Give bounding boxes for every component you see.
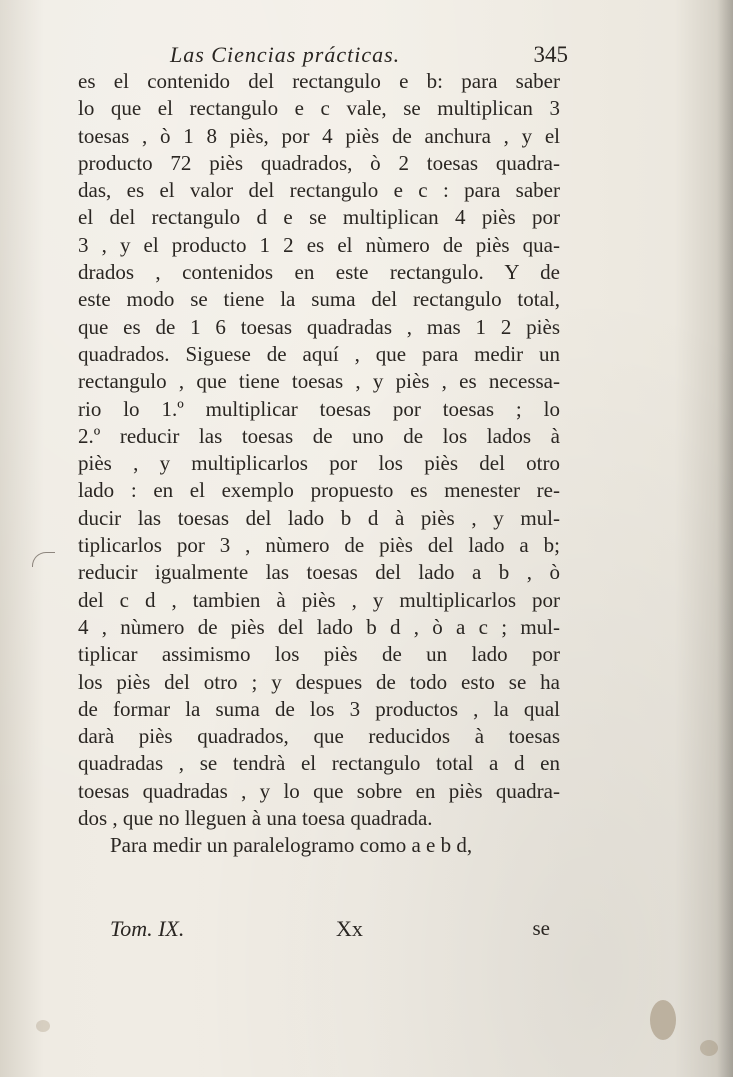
text-line: rectangulo , que tiene toesas , y piès , es necessa-	[78, 369, 560, 394]
text-line: ducir las toesas del lado b d à piès , y mul-	[78, 505, 560, 530]
text-line: 3 , y el producto 1 2 es el nùmero de piès qua-	[78, 232, 560, 257]
text-line: el del rectangulo d e se multiplican 4 piès por	[78, 205, 560, 230]
text-line: quadradas , se tendrà el rectangulo total a d en	[78, 751, 560, 776]
text-line: rio lo 1.º multiplicar toesas por toesas ; lo	[78, 396, 560, 421]
page-footer	[78, 916, 560, 948]
text-line: que es de 1 6 toesas quadradas , mas 1 2 piès	[78, 314, 560, 339]
catchword: se	[532, 916, 550, 940]
text-line: 2.º reducir las toesas de uno de los lados à	[78, 423, 560, 448]
text-line: lado : en el exemplo propuesto es menester re-	[78, 478, 560, 503]
page-edge-shadow	[717, 0, 733, 1077]
text-line: reducir igualmente las toesas del lado a b , ò	[78, 560, 560, 585]
text-line: drados , contenidos en este rectangulo. Y de	[78, 260, 560, 285]
text-line: dos , que no lleguen à una toesa quadrada.	[78, 806, 433, 831]
text-line: toesas , ò 1 8 piès, por 4 piès de anchura , y el	[78, 123, 560, 148]
page-header	[170, 36, 580, 70]
running-title: Las Ciencias prácticas.	[170, 42, 401, 67]
text-line: producto 72 piès quadrados, ò 2 toesas quadra-	[78, 150, 560, 175]
text-line: de formar la suma de los 3 productos , la qual	[78, 696, 560, 721]
signature-mark: Xx	[336, 916, 363, 941]
text-line: quadrados. Siguese de aquí , que para medir un	[78, 341, 560, 366]
text-line: es el contenido del rectangulo e b: para saber	[78, 69, 560, 93]
paper-stain	[650, 1000, 676, 1040]
body-text	[78, 68, 560, 860]
text-line: tiplicarlos por 3 , nùmero de piès del lado a b;	[78, 533, 560, 558]
text-line: este modo se tiene la suma del rectangulo total,	[78, 287, 560, 312]
text-line: darà piès quadrados, que reducidos à toesas	[78, 724, 560, 749]
text-line-paragraph-start: Para medir un paralelogramo como a e b d,	[110, 833, 473, 858]
text-line: 4 , nùmero de piès del lado b d , ò a c ; mul-	[78, 614, 560, 639]
paper-stain	[700, 1040, 718, 1056]
page-number: 345	[533, 42, 568, 67]
margin-pencil-mark	[32, 552, 55, 567]
text-line: das, es el valor del rectangulo e c : para saber	[78, 178, 560, 203]
text-line: toesas quadradas , y lo que sobre en piès quadra-	[78, 778, 560, 803]
volume-label: Tom. IX.	[110, 916, 185, 941]
text-line: los piès del otro ; y despues de todo esto se ha	[78, 669, 560, 694]
text-line: tiplicar assimismo los piès de un lado por	[78, 642, 560, 667]
text-line: del c d , tambien à piès , y multiplicarlos por	[78, 587, 560, 612]
text-line: lo que el rectangulo e c vale, se multiplican 3	[78, 96, 560, 121]
paper-stain	[36, 1020, 50, 1032]
text-line: piès , y multiplicarlos por los piès del otro	[78, 451, 560, 476]
